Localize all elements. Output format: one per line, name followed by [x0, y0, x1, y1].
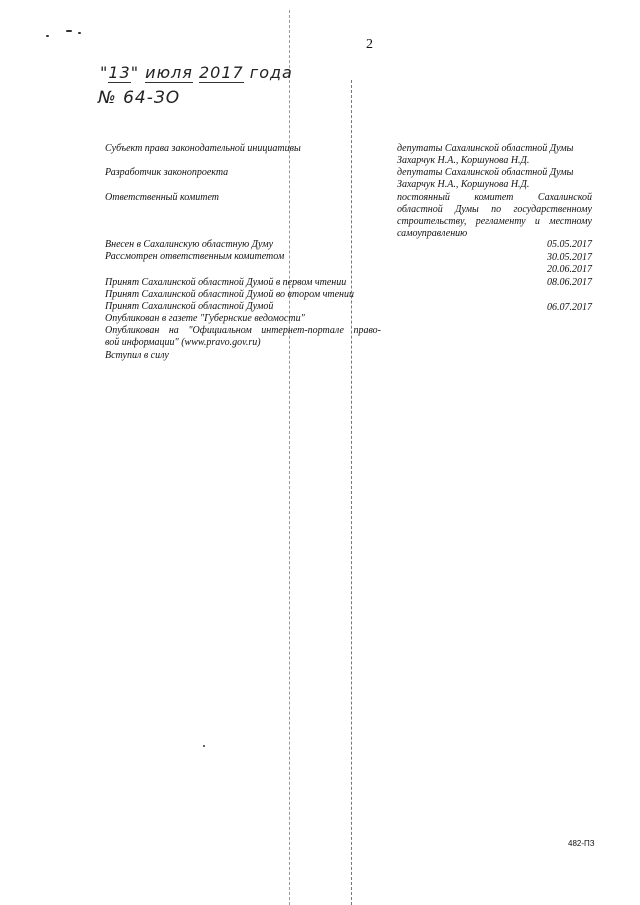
page-number: 2	[366, 37, 373, 52]
date-adopted: 06.07.2017	[547, 302, 592, 313]
footer-code: 482-ПЗ	[568, 839, 595, 848]
field-label-initiative: Субъект права законодательной инициативы	[105, 143, 301, 154]
history-published-portal: Опубликован на "Официальном интернет-портале право- вой информации" (www.pravo.gov.ru)	[105, 325, 381, 348]
registration-year-word: года	[249, 63, 293, 82]
field-value-initiative: депутаты Сахалинской областной Думы Захарчук Н.А., Коршунова Н.Д.	[397, 143, 574, 166]
history-adopted: Принят Сахалинской областной Думой	[105, 301, 274, 312]
history-first-reading: Принят Сахалинской областной Думой в первом чтении	[105, 277, 347, 288]
registration-day: 13	[108, 63, 131, 82]
registration-date: "13" июля 2017 года	[100, 63, 293, 82]
registration-year: 2017	[198, 63, 244, 82]
law-number: 64-ЗО	[123, 88, 181, 108]
field-value-committee: постоянный комитет Сахалинской областной Думы по государственному строительству, регламенту и местному самоуправлению	[397, 192, 592, 239]
field-label-committee: Ответственный комитет	[105, 192, 219, 203]
history-submitted: Внесен в Сахалинскую областную Думу	[105, 239, 274, 250]
scan-speck	[78, 32, 81, 34]
history-in-force: Вступил в силу	[105, 350, 169, 361]
field-label-developer: Разработчик законопроекта	[105, 167, 229, 178]
date-committee-review-2: 20.06.2017	[547, 264, 592, 275]
date-submitted: 05.05.2017	[547, 239, 592, 250]
field-value-developer: депутаты Сахалинской областной Думы Захарчук Н.А., Коршунова Н.Д.	[397, 167, 574, 190]
scan-speck	[66, 30, 72, 32]
registration-month: июля	[145, 63, 193, 82]
scan-speck	[46, 35, 49, 37]
date-first-reading: 08.06.2017	[547, 277, 592, 288]
history-committee-review: Рассмотрен ответственным комитетом	[105, 251, 285, 262]
date-committee-review-1: 30.05.2017	[547, 252, 592, 263]
history-published-newspaper: Опубликован в газете "Губернские ведомости"	[105, 313, 305, 324]
scan-line-right	[351, 80, 352, 905]
registration-number	[98, 88, 180, 108]
history-second-reading: Принят Сахалинской областной Думой во втором чтении	[105, 289, 355, 300]
scan-speck	[203, 745, 205, 747]
number-prefix: №	[98, 88, 117, 108]
